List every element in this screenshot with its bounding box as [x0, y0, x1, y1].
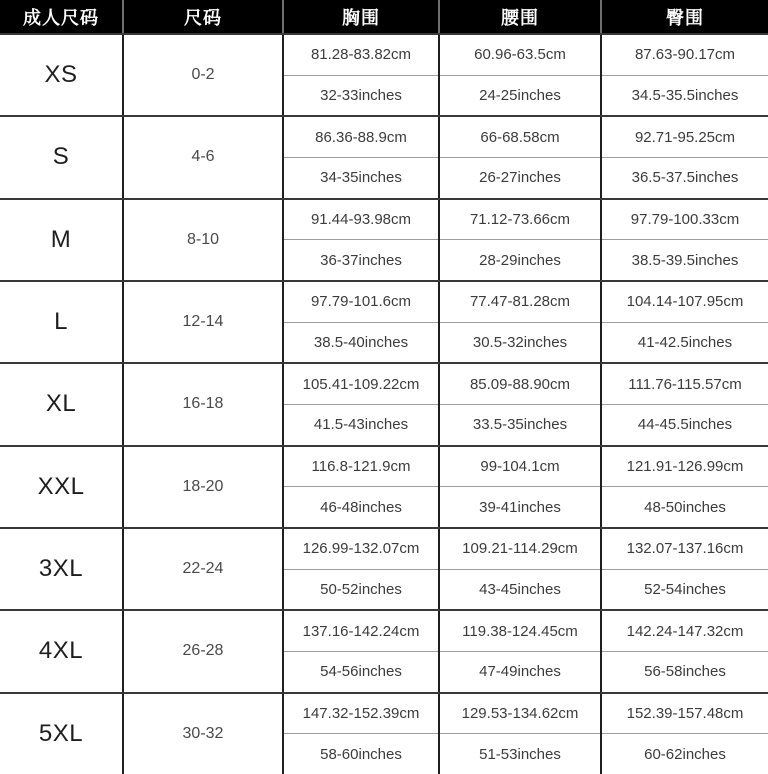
waist-cell [438, 364, 600, 444]
size-label: M [50, 225, 72, 253]
hip-cm-value: 132.07-137.16cm [602, 529, 768, 570]
waist-cell [438, 117, 600, 197]
hip-cell [600, 529, 768, 609]
size-row-s [0, 115, 768, 197]
size-label: L [54, 308, 68, 336]
waist-cell [438, 694, 600, 774]
size-label: 3XL [38, 555, 84, 583]
chest-cell [282, 529, 438, 609]
numeric-size-range: 26-28 [122, 611, 282, 691]
hip-inches-value: 44-45.5inches [637, 416, 733, 434]
hip-cell [600, 611, 768, 691]
waist-cm-value: 85.09-88.90cm [440, 364, 600, 405]
chest-cm-value: 137.16-142.24cm [284, 611, 438, 652]
size-label: 4XL [38, 637, 84, 665]
waist-inches-value: 51-53inches [479, 745, 561, 763]
chest-inches-value: 58-60inches [320, 745, 402, 763]
chest-cell [282, 364, 438, 444]
hip-inches-value: 48-50inches [644, 498, 726, 516]
numeric-size-range: 16-18 [122, 364, 282, 444]
numeric-size-range: 12-14 [122, 282, 282, 362]
chest-inches-value: 54-56inches [320, 663, 402, 681]
waist-inches-value: 33.5-35inches [472, 416, 568, 434]
hip-inches-value: 60-62inches [644, 745, 726, 763]
waist-cm-value: 129.53-134.62cm [440, 694, 600, 735]
chest-cell [282, 35, 438, 115]
chest-cm-value: 105.41-109.22cm [284, 364, 438, 405]
hip-cm-value: 87.63-90.17cm [602, 35, 768, 76]
chest-inches-value: 50-52inches [320, 580, 402, 598]
numeric-size-range: 8-10 [122, 200, 282, 280]
hip-cm-value: 142.24-147.32cm [602, 611, 768, 652]
size-row-5xl [0, 692, 768, 774]
waist-cell [438, 282, 600, 362]
hip-cell [600, 364, 768, 444]
chest-inches-value: 38.5-40inches [313, 333, 409, 351]
size-row-xl [0, 362, 768, 444]
hip-cm-value: 97.79-100.33cm [602, 200, 768, 241]
hip-inches-value: 52-54inches [644, 580, 726, 598]
waist-inches-value: 30.5-32inches [472, 333, 568, 351]
chest-cm-value: 116.8-121.9cm [284, 447, 438, 488]
chest-cm-value: 86.36-88.9cm [284, 117, 438, 158]
hip-cell [600, 200, 768, 280]
hip-cm-value: 104.14-107.95cm [602, 282, 768, 323]
chest-inches-value: 46-48inches [320, 498, 402, 516]
size-label: 5XL [38, 719, 84, 747]
chest-cell [282, 282, 438, 362]
numeric-size-range: 22-24 [122, 529, 282, 609]
waist-cm-value: 66-68.58cm [440, 117, 600, 158]
chest-cm-value: 91.44-93.98cm [284, 200, 438, 241]
chest-cell [282, 694, 438, 774]
hip-cm-value: 121.91-126.99cm [602, 447, 768, 488]
waist-inches-value: 24-25inches [479, 87, 561, 104]
waist-cell [438, 447, 600, 527]
hip-cm-value: 111.76-115.57cm [602, 364, 768, 405]
waist-cell [438, 200, 600, 280]
size-row-xs [0, 33, 768, 115]
hip-cell [600, 117, 768, 197]
size-row-3xl [0, 527, 768, 609]
waist-inches-value: 39-41inches [479, 498, 561, 516]
hip-inches-value: 38.5-39.5inches [631, 251, 739, 269]
numeric-size-range: 4-6 [122, 117, 282, 197]
size-row-xxl [0, 445, 768, 527]
chest-inches-value: 32-33inches [320, 87, 402, 104]
header-size: 尺码 [122, 0, 282, 33]
waist-cm-value: 109.21-114.29cm [440, 529, 600, 570]
waist-cm-value: 60.96-63.5cm [440, 35, 600, 76]
waist-inches-value: 43-45inches [479, 580, 561, 598]
hip-cell [600, 35, 768, 115]
hip-inches-value: 34.5-35.5inches [631, 87, 739, 104]
hip-cell [600, 447, 768, 527]
chest-inches-value: 41.5-43inches [313, 416, 409, 434]
size-label: XXL [37, 472, 85, 500]
chest-cell [282, 611, 438, 691]
waist-cm-value: 77.47-81.28cm [440, 282, 600, 323]
size-label: S [52, 143, 70, 171]
waist-cell [438, 529, 600, 609]
numeric-size-range: 18-20 [122, 447, 282, 527]
hip-inches-value: 41-42.5inches [637, 333, 733, 351]
header-waist: 腰围 [438, 0, 600, 33]
chest-cm-value: 97.79-101.6cm [284, 282, 438, 323]
table-header-row [0, 0, 768, 33]
chest-inches-value: 36-37inches [320, 251, 402, 269]
chest-cell [282, 117, 438, 197]
size-row-m [0, 198, 768, 280]
waist-cm-value: 99-104.1cm [440, 447, 600, 488]
header-adult-size: 成人尺码 [23, 7, 99, 28]
numeric-size-range: 30-32 [122, 694, 282, 774]
size-row-4xl [0, 609, 768, 691]
waist-inches-value: 26-27inches [479, 169, 561, 187]
header-chest: 胸围 [282, 0, 438, 33]
chest-cm-value: 126.99-132.07cm [284, 529, 438, 570]
hip-cm-value: 92.71-95.25cm [602, 117, 768, 158]
chest-cell [282, 447, 438, 527]
chest-inches-value: 34-35inches [320, 169, 402, 187]
chest-cm-value: 147.32-152.39cm [284, 694, 438, 735]
hip-cell [600, 282, 768, 362]
waist-cell [438, 611, 600, 691]
size-label: XL [45, 390, 77, 418]
chest-cell [282, 200, 438, 280]
numeric-size-range: 0-2 [122, 35, 282, 115]
size-row-l [0, 280, 768, 362]
size-label: XS [44, 61, 78, 89]
waist-cm-value: 119.38-124.45cm [440, 611, 600, 652]
waist-inches-value: 47-49inches [479, 663, 561, 681]
chest-cm-value: 81.28-83.82cm [284, 35, 438, 76]
hip-inches-value: 36.5-37.5inches [631, 169, 739, 187]
hip-cell [600, 694, 768, 774]
waist-inches-value: 28-29inches [479, 251, 561, 269]
waist-cell [438, 35, 600, 115]
hip-inches-value: 56-58inches [644, 663, 726, 681]
header-hip: 臀围 [600, 0, 768, 33]
waist-cm-value: 71.12-73.66cm [440, 200, 600, 241]
hip-cm-value: 152.39-157.48cm [602, 694, 768, 735]
